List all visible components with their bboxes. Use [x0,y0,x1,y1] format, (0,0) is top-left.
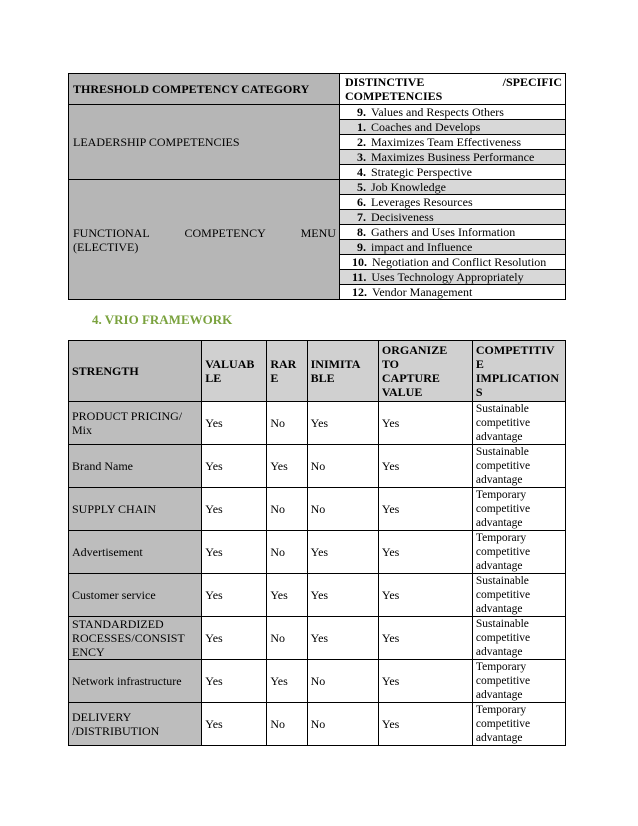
competency-item: 12. Vendor Management [340,285,566,300]
competency-header-row [69,74,566,105]
implication-cell: Temporary competitive advantage [472,703,565,746]
inimitable-cell: Yes [307,617,378,660]
strength-cell: PRODUCT PRICING/ Mix [69,402,202,445]
competency-item: 5. Job Knowledge [340,180,566,195]
competency-item: 6. Leverages Resources [340,195,566,210]
inimitable-cell: No [307,660,378,703]
inimitable-cell: No [307,488,378,531]
valuable-cell: Yes [202,445,267,488]
implication-cell: Sustainable competitive advantage [472,617,565,660]
table-row [69,617,566,660]
table-row [69,703,566,746]
strength-cell: Network infrastructure [69,660,202,703]
category-leadership: LEADERSHIP COMPETENCIES [69,105,340,180]
rare-cell: Yes [267,660,307,703]
table-row [69,660,566,703]
organize-cell: Yes [378,660,472,703]
competency-item: 4. Strategic Perspective [340,165,566,180]
header-inimitable: INIMITA BLE [307,341,378,402]
organize-cell: Yes [378,617,472,660]
table-row [69,402,566,445]
header-distinctive-competencies [340,74,566,105]
inimitable-cell: No [307,445,378,488]
rare-cell: No [267,488,307,531]
rare-cell: No [267,703,307,746]
valuable-cell: Yes [202,574,267,617]
organize-cell: Yes [378,488,472,531]
competency-item: 9. impact and Influence [340,240,566,255]
rare-cell: No [267,617,307,660]
competency-item: 2. Maximizes Team Effectiveness [340,135,566,150]
implication-cell: Sustainable competitive advantage [472,445,565,488]
competency-item: 8. Gathers and Uses Information [340,225,566,240]
strength-cell: SUPPLY CHAIN [69,488,202,531]
valuable-cell: Yes [202,488,267,531]
competency-item: 9. Values and Respects Others [340,105,566,120]
organize-cell: Yes [378,402,472,445]
inimitable-cell: Yes [307,402,378,445]
rare-cell: Yes [267,445,307,488]
competency-item: 11. Uses Technology Appropriately [340,270,566,285]
header-distinctive-right: /SPECIFIC [502,75,562,89]
header-valuable: VALUAB LE [202,341,267,402]
rare-cell: Yes [267,574,307,617]
competency-item: 10. Negotiation and Conflict Resolution [340,255,566,270]
category-functional-menu: FUNCTIONAL COMPETENCY MENU (ELECTIVE) [69,180,340,300]
valuable-cell: Yes [202,617,267,660]
organize-cell: Yes [378,574,472,617]
implication-cell: Temporary competitive advantage [472,531,565,574]
strength-cell: STANDARDIZED ROCESSES/CONSIST ENCY [69,617,202,660]
inimitable-cell: Yes [307,574,378,617]
header-threshold-category: THRESHOLD COMPETENCY CATEGORY [69,74,340,105]
table-row [69,445,566,488]
section-heading-vrio: 4. VRIO FRAMEWORK [92,312,233,327]
organize-cell: Yes [378,703,472,746]
competency-item: 1. Coaches and Develops [340,120,566,135]
header-distinctive-left: DISTINCTIVE [345,75,425,89]
implication-cell: Sustainable competitive advantage [472,402,565,445]
strength-cell: Brand Name [69,445,202,488]
inimitable-cell: Yes [307,531,378,574]
strength-cell: Advertisement [69,531,202,574]
implication-cell: Temporary competitive advantage [472,660,565,703]
strength-cell: DELIVERY /DISTRIBUTION [69,703,202,746]
competency-table [68,73,566,300]
header-strength: STRENGTH [69,341,202,402]
header-organize: ORGANIZE TO CAPTURE VALUE [378,341,472,402]
header-rare: RAR E [267,341,307,402]
valuable-cell: Yes [202,660,267,703]
organize-cell: Yes [378,531,472,574]
header-distinctive-line2: COMPETENCIES [345,89,443,103]
vrio-header-row [69,341,566,402]
competency-item: 7. Decisiveness [340,210,566,225]
vrio-table [68,340,566,746]
table-row [69,531,566,574]
valuable-cell: Yes [202,531,267,574]
implication-cell: Sustainable competitive advantage [472,574,565,617]
header-implications: COMPETITIV E IMPLICATION S [472,341,565,402]
table-row [69,488,566,531]
inimitable-cell: No [307,703,378,746]
organize-cell: Yes [378,445,472,488]
implication-cell: Temporary competitive advantage [472,488,565,531]
valuable-cell: Yes [202,703,267,746]
table-row [69,574,566,617]
valuable-cell: Yes [202,402,267,445]
rare-cell: No [267,531,307,574]
competency-item: 3. Maximizes Business Performance [340,150,566,165]
strength-cell: Customer service [69,574,202,617]
rare-cell: No [267,402,307,445]
